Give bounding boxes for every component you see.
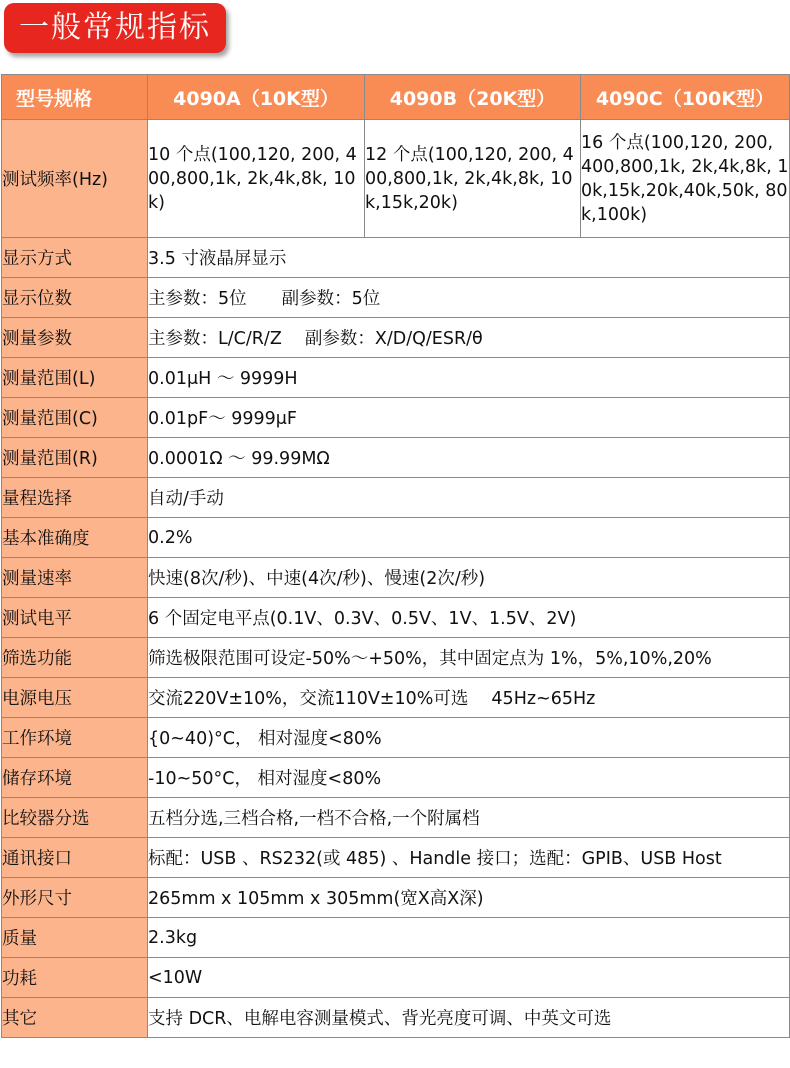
table-row bbox=[2, 238, 790, 278]
table-row bbox=[2, 358, 790, 398]
table-row bbox=[2, 278, 790, 318]
row-label: 测量速率 bbox=[2, 558, 148, 598]
row-value: 筛选极限范围可设定-50%～+50%，其中固定点为 1%，5%,10%,20% bbox=[148, 638, 790, 678]
row-label: 显示方式 bbox=[2, 238, 148, 278]
row-label: 测试频率(Hz) bbox=[2, 120, 148, 238]
row-value: 自动/手动 bbox=[148, 478, 790, 518]
table-row bbox=[2, 398, 790, 438]
row-label: 测量范围(C) bbox=[2, 398, 148, 438]
table-row bbox=[2, 318, 790, 358]
table-row bbox=[2, 958, 790, 998]
row-value: {0~40)°C， 相对湿度<80% bbox=[148, 718, 790, 758]
table-row bbox=[2, 598, 790, 638]
row-value: 0.2% bbox=[148, 518, 790, 558]
frequency-4090c: 16 个点(100,120, 200, 400,800,1k, 2k,4k,8k, 10k,15k,20k,40k,50k, 80k,100k) bbox=[581, 120, 790, 238]
frequency-row bbox=[2, 120, 790, 238]
table-row bbox=[2, 878, 790, 918]
row-value: 标配：USB 、RS232(或 485) 、Handle 接口；选配：GPIB、USB Host bbox=[148, 838, 790, 878]
row-label: 测试电平 bbox=[2, 598, 148, 638]
row-value: 支持 DCR、电解电容测量模式、背光亮度可调、中英文可选 bbox=[148, 998, 790, 1038]
table-row bbox=[2, 758, 790, 798]
header-4090a: 4090A（10K型） bbox=[148, 75, 365, 120]
row-value: 265mm x 105mm x 305mm(宽X高X深) bbox=[148, 878, 790, 918]
row-label: 筛选功能 bbox=[2, 638, 148, 678]
row-label: 测量参数 bbox=[2, 318, 148, 358]
row-value: 3.5 寸液晶屏显示 bbox=[148, 238, 790, 278]
table-row bbox=[2, 678, 790, 718]
header-4090c: 4090C（100K型） bbox=[581, 75, 790, 120]
row-value: <10W bbox=[148, 958, 790, 998]
section-title-banner: 一般常规指标 bbox=[4, 3, 226, 53]
row-value: 五档分选,三档合格,一档不合格,一个附属档 bbox=[148, 798, 790, 838]
table-row bbox=[2, 918, 790, 958]
header-row bbox=[2, 75, 790, 120]
row-label: 通讯接口 bbox=[2, 838, 148, 878]
row-value: 0.01pF～ 9999μF bbox=[148, 398, 790, 438]
row-value: 0.0001Ω ～ 99.99MΩ bbox=[148, 438, 790, 478]
row-label: 测量范围(L) bbox=[2, 358, 148, 398]
row-value: 主参数：5位 副参数：5位 bbox=[148, 278, 790, 318]
table-row bbox=[2, 558, 790, 598]
row-label: 功耗 bbox=[2, 958, 148, 998]
row-label: 电源电压 bbox=[2, 678, 148, 718]
row-value: 0.01μH ～ 9999H bbox=[148, 358, 790, 398]
spec-table bbox=[1, 74, 790, 1038]
row-label: 显示位数 bbox=[2, 278, 148, 318]
row-label: 其它 bbox=[2, 998, 148, 1038]
row-label: 外形尺寸 bbox=[2, 878, 148, 918]
row-value: 2.3kg bbox=[148, 918, 790, 958]
header-4090b: 4090B（20K型） bbox=[365, 75, 581, 120]
table-row bbox=[2, 518, 790, 558]
row-value: 主参数：L/C/R/Z 副参数：X/D/Q/ESR/θ bbox=[148, 318, 790, 358]
table-row bbox=[2, 798, 790, 838]
row-label: 质量 bbox=[2, 918, 148, 958]
row-label: 量程选择 bbox=[2, 478, 148, 518]
row-value: 6 个固定电平点(0.1V、0.3V、0.5V、1V、1.5V、2V) bbox=[148, 598, 790, 638]
table-row bbox=[2, 718, 790, 758]
row-label: 比较器分选 bbox=[2, 798, 148, 838]
row-label: 储存环境 bbox=[2, 758, 148, 798]
header-model-spec: 型号规格 bbox=[2, 75, 148, 120]
row-label: 基本准确度 bbox=[2, 518, 148, 558]
table-row bbox=[2, 998, 790, 1038]
table-row bbox=[2, 478, 790, 518]
row-value: 交流220V±10%，交流110V±10%可选 45Hz~65Hz bbox=[148, 678, 790, 718]
row-label: 测量范围(R) bbox=[2, 438, 148, 478]
frequency-4090b: 12 个点(100,120, 200, 400,800,1k, 2k,4k,8k, 10k,15k,20k) bbox=[365, 120, 581, 238]
table-row bbox=[2, 438, 790, 478]
row-value: 快速(8次/秒)、中速(4次/秒)、慢速(2次/秒) bbox=[148, 558, 790, 598]
row-label: 工作环境 bbox=[2, 718, 148, 758]
table-row bbox=[2, 838, 790, 878]
frequency-4090a: 10 个点(100,120, 200, 400,800,1k, 2k,4k,8k, 10k) bbox=[148, 120, 365, 238]
table-row bbox=[2, 638, 790, 678]
row-value: -10~50°C， 相对湿度<80% bbox=[148, 758, 790, 798]
